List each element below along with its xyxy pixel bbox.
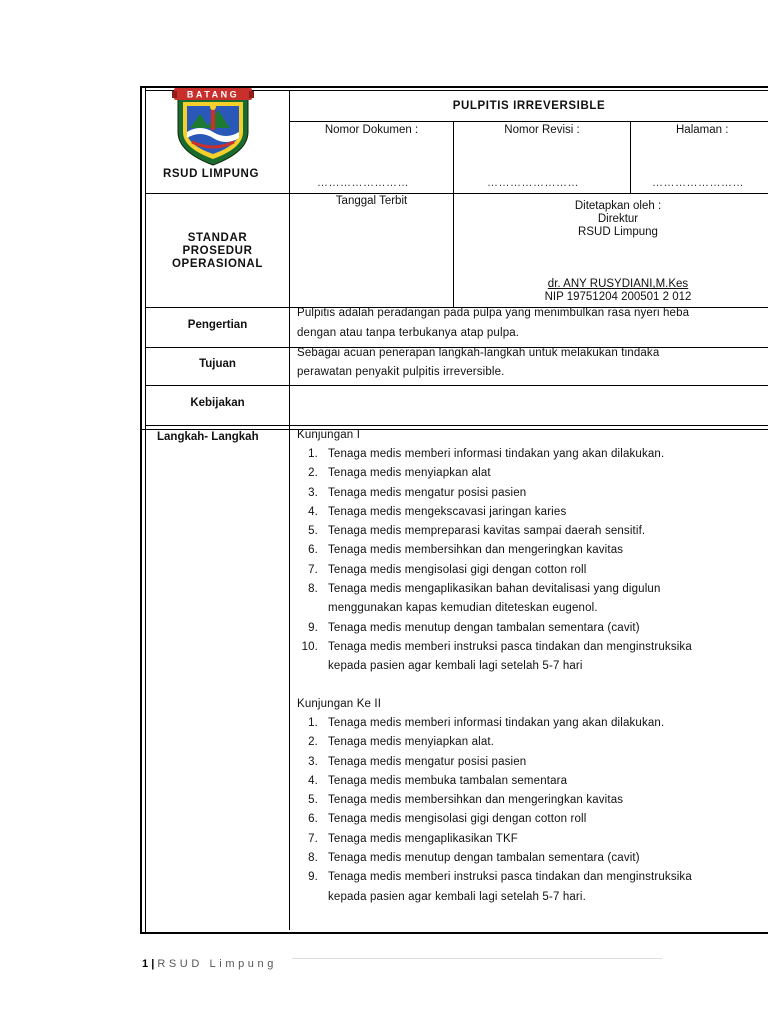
header-col3-divider: [630, 121, 631, 193]
footer-separator: |: [151, 958, 155, 970]
step-text-continued: menggunakan kapas kemudian diteteskan eugenol.: [328, 602, 598, 615]
step-item: [290, 503, 768, 522]
step-text: Tenaga medis mengatur posisi pasien: [328, 486, 527, 499]
step-text: Tenaga medis membersihkan dan mengeringkan kavitas: [328, 544, 624, 557]
halaman-label: Halaman :: [676, 124, 729, 136]
step-number: 2.: [308, 467, 318, 480]
step-item: [290, 810, 768, 829]
kunjungan2-steps: [290, 714, 768, 907]
tanggal-terbit-label: Tanggal Terbit: [335, 195, 408, 207]
langkah-label: Langkah- Langkah: [157, 431, 259, 443]
step-item: [290, 445, 768, 464]
step-item: [290, 561, 768, 580]
step-number: 7.: [308, 563, 318, 576]
step-text: Tenaga medis memberi instruksi pasca tindakan dan menginstruksika: [328, 640, 692, 653]
hospital-name: RSUD LIMPUNG: [163, 168, 260, 180]
row-divider-5: [145, 425, 768, 426]
kunjungan1-title: Kunjungan I: [297, 429, 361, 441]
pengertian-line2: dengan atau tanpa terbukanya atap pulpa.: [297, 327, 520, 339]
step-item: [290, 638, 768, 677]
step-item: [290, 619, 768, 638]
step-number: 1.: [308, 717, 318, 729]
document-title: PULPITIS IRREVERSIBLE: [452, 100, 606, 112]
tujuan-line2: perawatan penyakit pulpitis irreversible.: [297, 366, 505, 378]
row-divider-1: [145, 193, 768, 194]
step-number: 4.: [308, 774, 318, 787]
step-text: Tenaga medis mengekscavasi jaringan karies: [328, 505, 567, 518]
header-title-divider: [289, 121, 768, 122]
row-divider-4: [145, 385, 768, 386]
jabatan: Direktur: [597, 213, 639, 225]
instansi: RSUD Limpung: [578, 226, 658, 238]
step-text: Tenaga medis membersihkan dan mengeringkan kavitas: [328, 794, 624, 807]
step-text: Tenaga medis mengisolasi gigi dengan cotton roll: [328, 813, 587, 826]
step-text-continued: kepada pasien agar kembali lagi setelah 5-7 hari.: [328, 890, 586, 903]
kunjungan1-steps: [290, 445, 768, 677]
kebijakan-label: Kebijakan: [190, 397, 245, 409]
batang-logo: [172, 88, 254, 166]
step-item: [290, 464, 768, 483]
step-item: [290, 541, 768, 560]
step-number: 10.: [301, 640, 318, 653]
signatory-nip: NIP 19751204 200501 2 012: [544, 291, 692, 303]
step-number: 3.: [308, 486, 318, 499]
page-footer: [142, 958, 277, 970]
step-text: Tenaga medis mengatur posisi pasien: [328, 755, 527, 768]
ditetapkan-oleh: Ditetapkan oleh :: [574, 200, 662, 212]
step-item: [290, 714, 768, 733]
step-item: [290, 772, 768, 791]
step-item: [290, 733, 768, 752]
step-item: [290, 522, 768, 541]
step-number: 5.: [308, 794, 318, 807]
step-number: 6.: [308, 813, 318, 826]
step-item: [290, 849, 768, 868]
sop-label-line3: OPERASIONAL: [172, 258, 263, 270]
step-item: [290, 753, 768, 772]
step-item: [290, 791, 768, 810]
step-number: 5.: [308, 525, 318, 538]
halaman-value: ……………………: [652, 177, 744, 189]
step-text: Tenaga medis memberi instruksi pasca tindakan dan menginstruksika: [328, 871, 692, 884]
step-text: Tenaga medis mengaplikasikan bahan devitalisasi yang digulun: [328, 583, 661, 596]
pengertian-line1: Pulpitis adalah peradangan pada pulpa yang menimbulkan rasa nyeri heba: [297, 307, 690, 319]
step-text: Tenaga medis mempreparasi kavitas sampai daerah sensitif.: [328, 525, 646, 538]
step-text: Tenaga medis memberi informasi tindakan yang akan dilakukan.: [328, 448, 665, 460]
step-text: Tenaga medis memberi informasi tindakan yang akan dilakukan.: [328, 717, 665, 729]
step-number: 9.: [308, 621, 318, 634]
tujuan-line1: Sebagai acuan penerapan langkah-langkah untuk melakukan tindaka: [297, 347, 660, 359]
kunjungan2-title: Kunjungan Ke II: [297, 698, 382, 710]
step-number: 6.: [308, 544, 318, 557]
step-text: Tenaga medis menyiapkan alat: [328, 467, 491, 480]
pengertian-label: Pengertian: [187, 319, 248, 331]
sop-label-line2: PROSEDUR: [182, 245, 253, 257]
nomor-revisi-label: Nomor Revisi :: [504, 124, 580, 136]
step-number: 8.: [308, 583, 318, 596]
step-text: Tenaga medis mengisolasi gigi dengan cotton roll: [328, 563, 587, 576]
step-number: 9.: [308, 871, 318, 884]
step-number: 1.: [308, 448, 318, 460]
step-text: Tenaga medis menutup dengan tambalan sementara (cavit): [328, 852, 640, 865]
step-text: Tenaga medis menutup dengan tambalan sementara (cavit): [328, 621, 640, 634]
footer-rule: [292, 958, 662, 959]
tujuan-label: Tujuan: [199, 358, 236, 370]
step-number: 2.: [308, 736, 318, 749]
step-number: 8.: [308, 852, 318, 865]
nomor-revisi-value: ……………………: [487, 177, 579, 189]
signatory-name: dr. ANY RUSYDIANI,M.Kes: [547, 278, 689, 290]
step-item: [290, 830, 768, 849]
footer-text: RSUD Limpung: [157, 958, 277, 970]
nomor-dokumen-label: Nomor Dokumen :: [324, 124, 419, 136]
step-text-continued: kepada pasien agar kembali lagi setelah 5-7 hari: [328, 660, 583, 673]
step-text: Tenaga medis menyiapkan alat.: [328, 736, 495, 749]
logo-banner-text: BATANG: [186, 89, 240, 100]
page-number: 1: [142, 958, 149, 970]
nomor-dokumen-value: ……………………: [317, 177, 409, 189]
step-item: [290, 868, 768, 907]
step-item: [290, 484, 768, 503]
step-number: 7.: [308, 832, 318, 845]
sop-label-line1: STANDAR: [187, 232, 248, 244]
step-text: Tenaga medis membuka tambalan sementara: [328, 774, 568, 787]
step-number: 4.: [308, 505, 318, 518]
step-text: Tenaga medis mengaplikasikan TKF: [328, 832, 518, 845]
step-item: [290, 580, 768, 619]
inner-left-border: [145, 86, 146, 932]
step-number: 3.: [308, 755, 318, 768]
